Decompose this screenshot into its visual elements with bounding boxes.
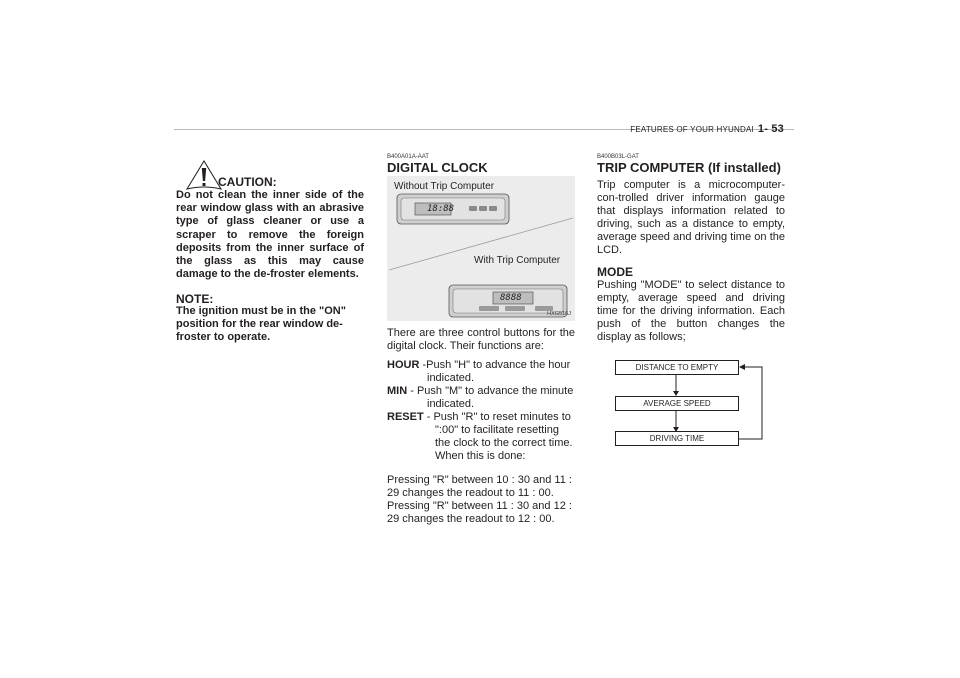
definition-min bbox=[387, 385, 575, 411]
figure-code: HXG516J bbox=[547, 311, 571, 317]
reset-paragraph-2: Pressing "R" between 11 : 30 and 12 : 29 changes the readout to 12 : 00. bbox=[387, 500, 572, 525]
flow-box-distance-to-empty: DISTANCE TO EMPTY bbox=[615, 360, 739, 375]
caution-body: Do not clean the inner side of the rear window glass with an abrasive type of glass cleaner or use a scraper to remove the foreign deposits from the inner surface of the glass as this may cause damage to the de-froster elements. bbox=[176, 189, 364, 281]
definition-term: HOUR bbox=[387, 359, 420, 371]
figure-label-without-trip: Without Trip Computer bbox=[394, 181, 495, 192]
mode-body: Pushing "MODE" to select distance to empty, average speed and driving time for the driving information. Each push of the button changes the display as follows; bbox=[597, 279, 785, 343]
section-title: FEATURES OF YOUR HYUNDAI bbox=[630, 125, 754, 134]
warning-icon bbox=[186, 160, 222, 190]
section-heading: TRIP COMPUTER (If installed) bbox=[597, 160, 781, 175]
flow-box-average-speed: AVERAGE SPEED bbox=[615, 396, 739, 411]
intro-paragraph: There are three control buttons for the digital clock. Their functions are: bbox=[387, 327, 575, 352]
trip-computer-body: Trip computer is a microcomputer-con-trolled driver information gauge that displays information related to driving, such as a distance to empty, average speed and driving time on the LCD. bbox=[597, 179, 785, 256]
mode-flow-diagram bbox=[614, 359, 774, 449]
page-header bbox=[630, 123, 784, 135]
mode-heading: MODE bbox=[597, 265, 633, 279]
caution-title: CAUTION: bbox=[218, 175, 277, 189]
digital-clock-section bbox=[387, 154, 575, 525]
clock-display-top: 18:88 bbox=[427, 204, 455, 214]
section-code: B400B03L-GAT bbox=[597, 154, 639, 160]
section-heading: DIGITAL CLOCK bbox=[387, 160, 488, 175]
definition-reset bbox=[387, 411, 575, 463]
definition-text: - Push "R" to reset minutes to ":00" to facilitate resetting the clock to the correct time. When this is done: bbox=[426, 411, 573, 462]
reset-paragraph-1: Pressing "R" between 10 : 30 and 11 : 29 changes the readout to 11 : 00. bbox=[387, 474, 572, 499]
trip-computer-section bbox=[597, 154, 785, 344]
section-code: B400A01A-AAT bbox=[387, 154, 429, 160]
spacer bbox=[387, 463, 575, 474]
definition-hour bbox=[387, 359, 575, 385]
digital-clock-body bbox=[387, 327, 575, 526]
clock-illustration bbox=[387, 176, 575, 321]
clock-figure bbox=[387, 176, 575, 321]
clock-display-bottom: 8888 bbox=[500, 293, 522, 303]
figure-label-with-trip: With Trip Computer bbox=[474, 255, 561, 266]
definition-text: - Push "M" to advance the minute indicated. bbox=[410, 385, 574, 410]
flow-box-driving-time: DRIVING TIME bbox=[615, 431, 739, 446]
page-number: 1- 53 bbox=[757, 123, 784, 135]
definition-text: -Push "H" to advance the hour indicated. bbox=[422, 359, 571, 384]
note-title: NOTE: bbox=[176, 292, 214, 306]
definition-term: MIN bbox=[387, 385, 408, 397]
note-body: The ignition must be in the "ON" position for the rear window de-froster to operate. bbox=[176, 305, 346, 344]
definition-term: RESET bbox=[387, 411, 424, 423]
